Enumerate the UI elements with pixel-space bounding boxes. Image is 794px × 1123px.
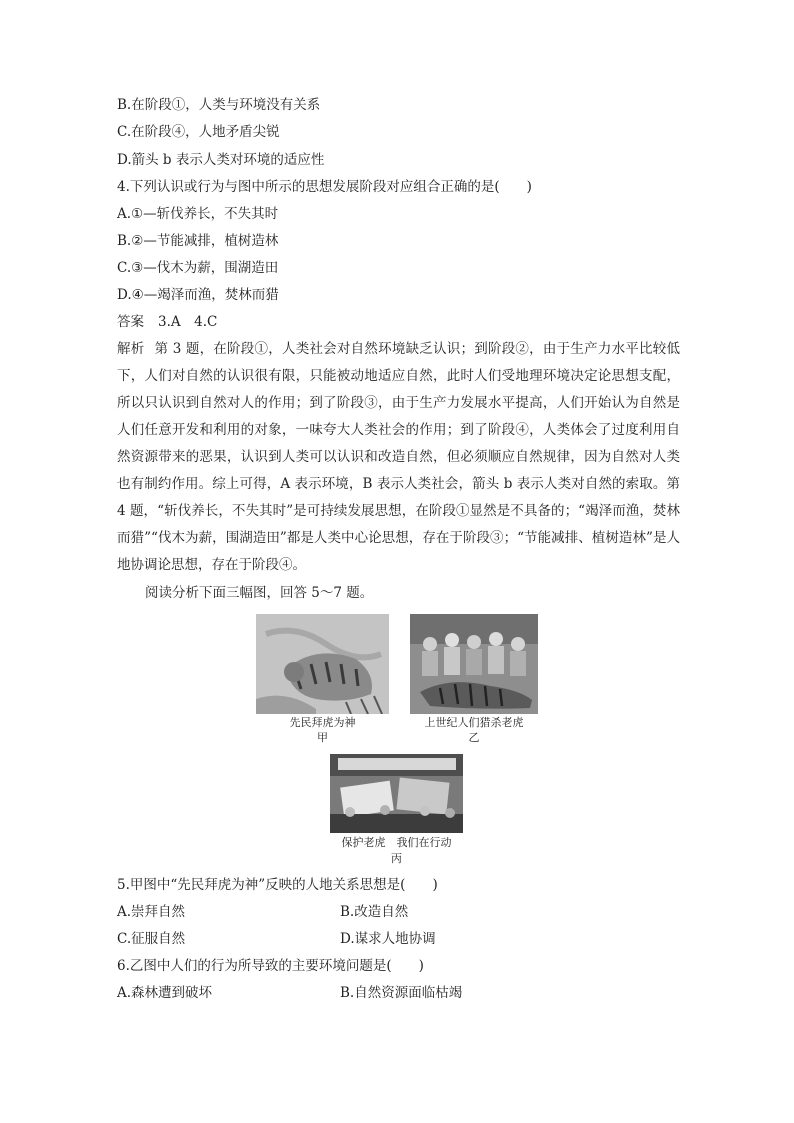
q3-option-c: C.在阶段④，人地矛盾尖锐 <box>117 124 280 140</box>
q4-stem: 4.下列认识或行为与图中所示的思想发展阶段对应组合正确的是( ) <box>117 179 532 195</box>
figure-bing-caption: 保护老虎 我们在行动 <box>341 836 452 849</box>
q3-option-d: D.箭头 b 表示人类对环境的适应性 <box>117 152 325 168</box>
q6-option-a: A.森林遭到破坏 <box>117 985 213 1001</box>
q3-option-b: B.在阶段①，人类与环境没有关系 <box>117 97 321 113</box>
figure-yi-caption: 上世纪人们猎杀老虎 <box>424 716 524 729</box>
tiger-protection-photo <box>330 754 463 833</box>
figure-jia-caption: 先民拜虎为神 <box>289 716 356 729</box>
analysis-text: 第 3 题，在阶段①，人类社会对自然环境缺乏认识；到阶段②，由于生产力水平比较低下，人们对自然的认识很有限，只能被动地适应自然，此时人们受地理环境决定论思想支配，所以只认识到自然对人的作用；到了阶段③，由于生产力发展水平提高，人们开始认为自然是人们任意开发和利用的对象，一味夸大人类社会的作用；到了阶段④，人类体会了过度利用自然资源带来的恶果，认识到人类可以认识和改造自然，但必须顺应自然规律，因为自然对人类也有制约作用。综上可得，A 表示环境，B 表示人类社会，箭头 b 表示人类对自然的索取。第 4 题，“斩伐养长，不失其时”是可持续发展思想，在阶段①显然是不具备的；“竭泽而渔，焚林而猎”“伐木为薪，围湖造田”都是人类中心论思想，存在于阶段③；“节能减排、植树造林”是人地协调论思想，存在于阶段④。 <box>117 341 681 573</box>
tiger-hunting-photo <box>410 614 538 714</box>
answer-label: 答案 <box>117 314 144 330</box>
answer-text: 3.A 4.C <box>158 314 218 330</box>
q6-option-b: B.自然资源面临枯竭 <box>340 985 463 1001</box>
q5-option-b: B.改造自然 <box>340 904 409 920</box>
q4-option-a: A.①—斩伐养长，不失其时 <box>117 206 279 222</box>
q4-option-d: D.④—竭泽而渔，焚林而猎 <box>117 287 279 303</box>
q6-stem: 6.乙图中人们的行为所导致的主要环境问题是( ) <box>117 958 424 974</box>
q4-option-c: C.③—伐木为薪，围湖造田 <box>117 260 279 276</box>
q5-option-c: C.征服自然 <box>117 931 186 947</box>
figure-yi-label: 乙 <box>468 731 480 744</box>
tiger-painting-image <box>256 614 389 714</box>
figure-jia-label: 甲 <box>317 731 328 744</box>
figure-bing-label: 丙 <box>391 852 402 865</box>
intro-text: 阅读分析下面三幅图，回答 5～7 题。 <box>145 585 374 601</box>
answer-line <box>117 313 217 331</box>
q5-stem: 5.甲图中“先民拜虎为神”反映的人地关系思想是( ) <box>117 877 438 893</box>
analysis-label: 解析 <box>117 341 145 357</box>
analysis-paragraph <box>117 336 680 579</box>
q5-option-d: D.谋求人地协调 <box>340 931 436 947</box>
q5-option-a: A.崇拜自然 <box>117 904 186 920</box>
q4-option-b: B.②—节能减排，植树造林 <box>117 233 279 249</box>
